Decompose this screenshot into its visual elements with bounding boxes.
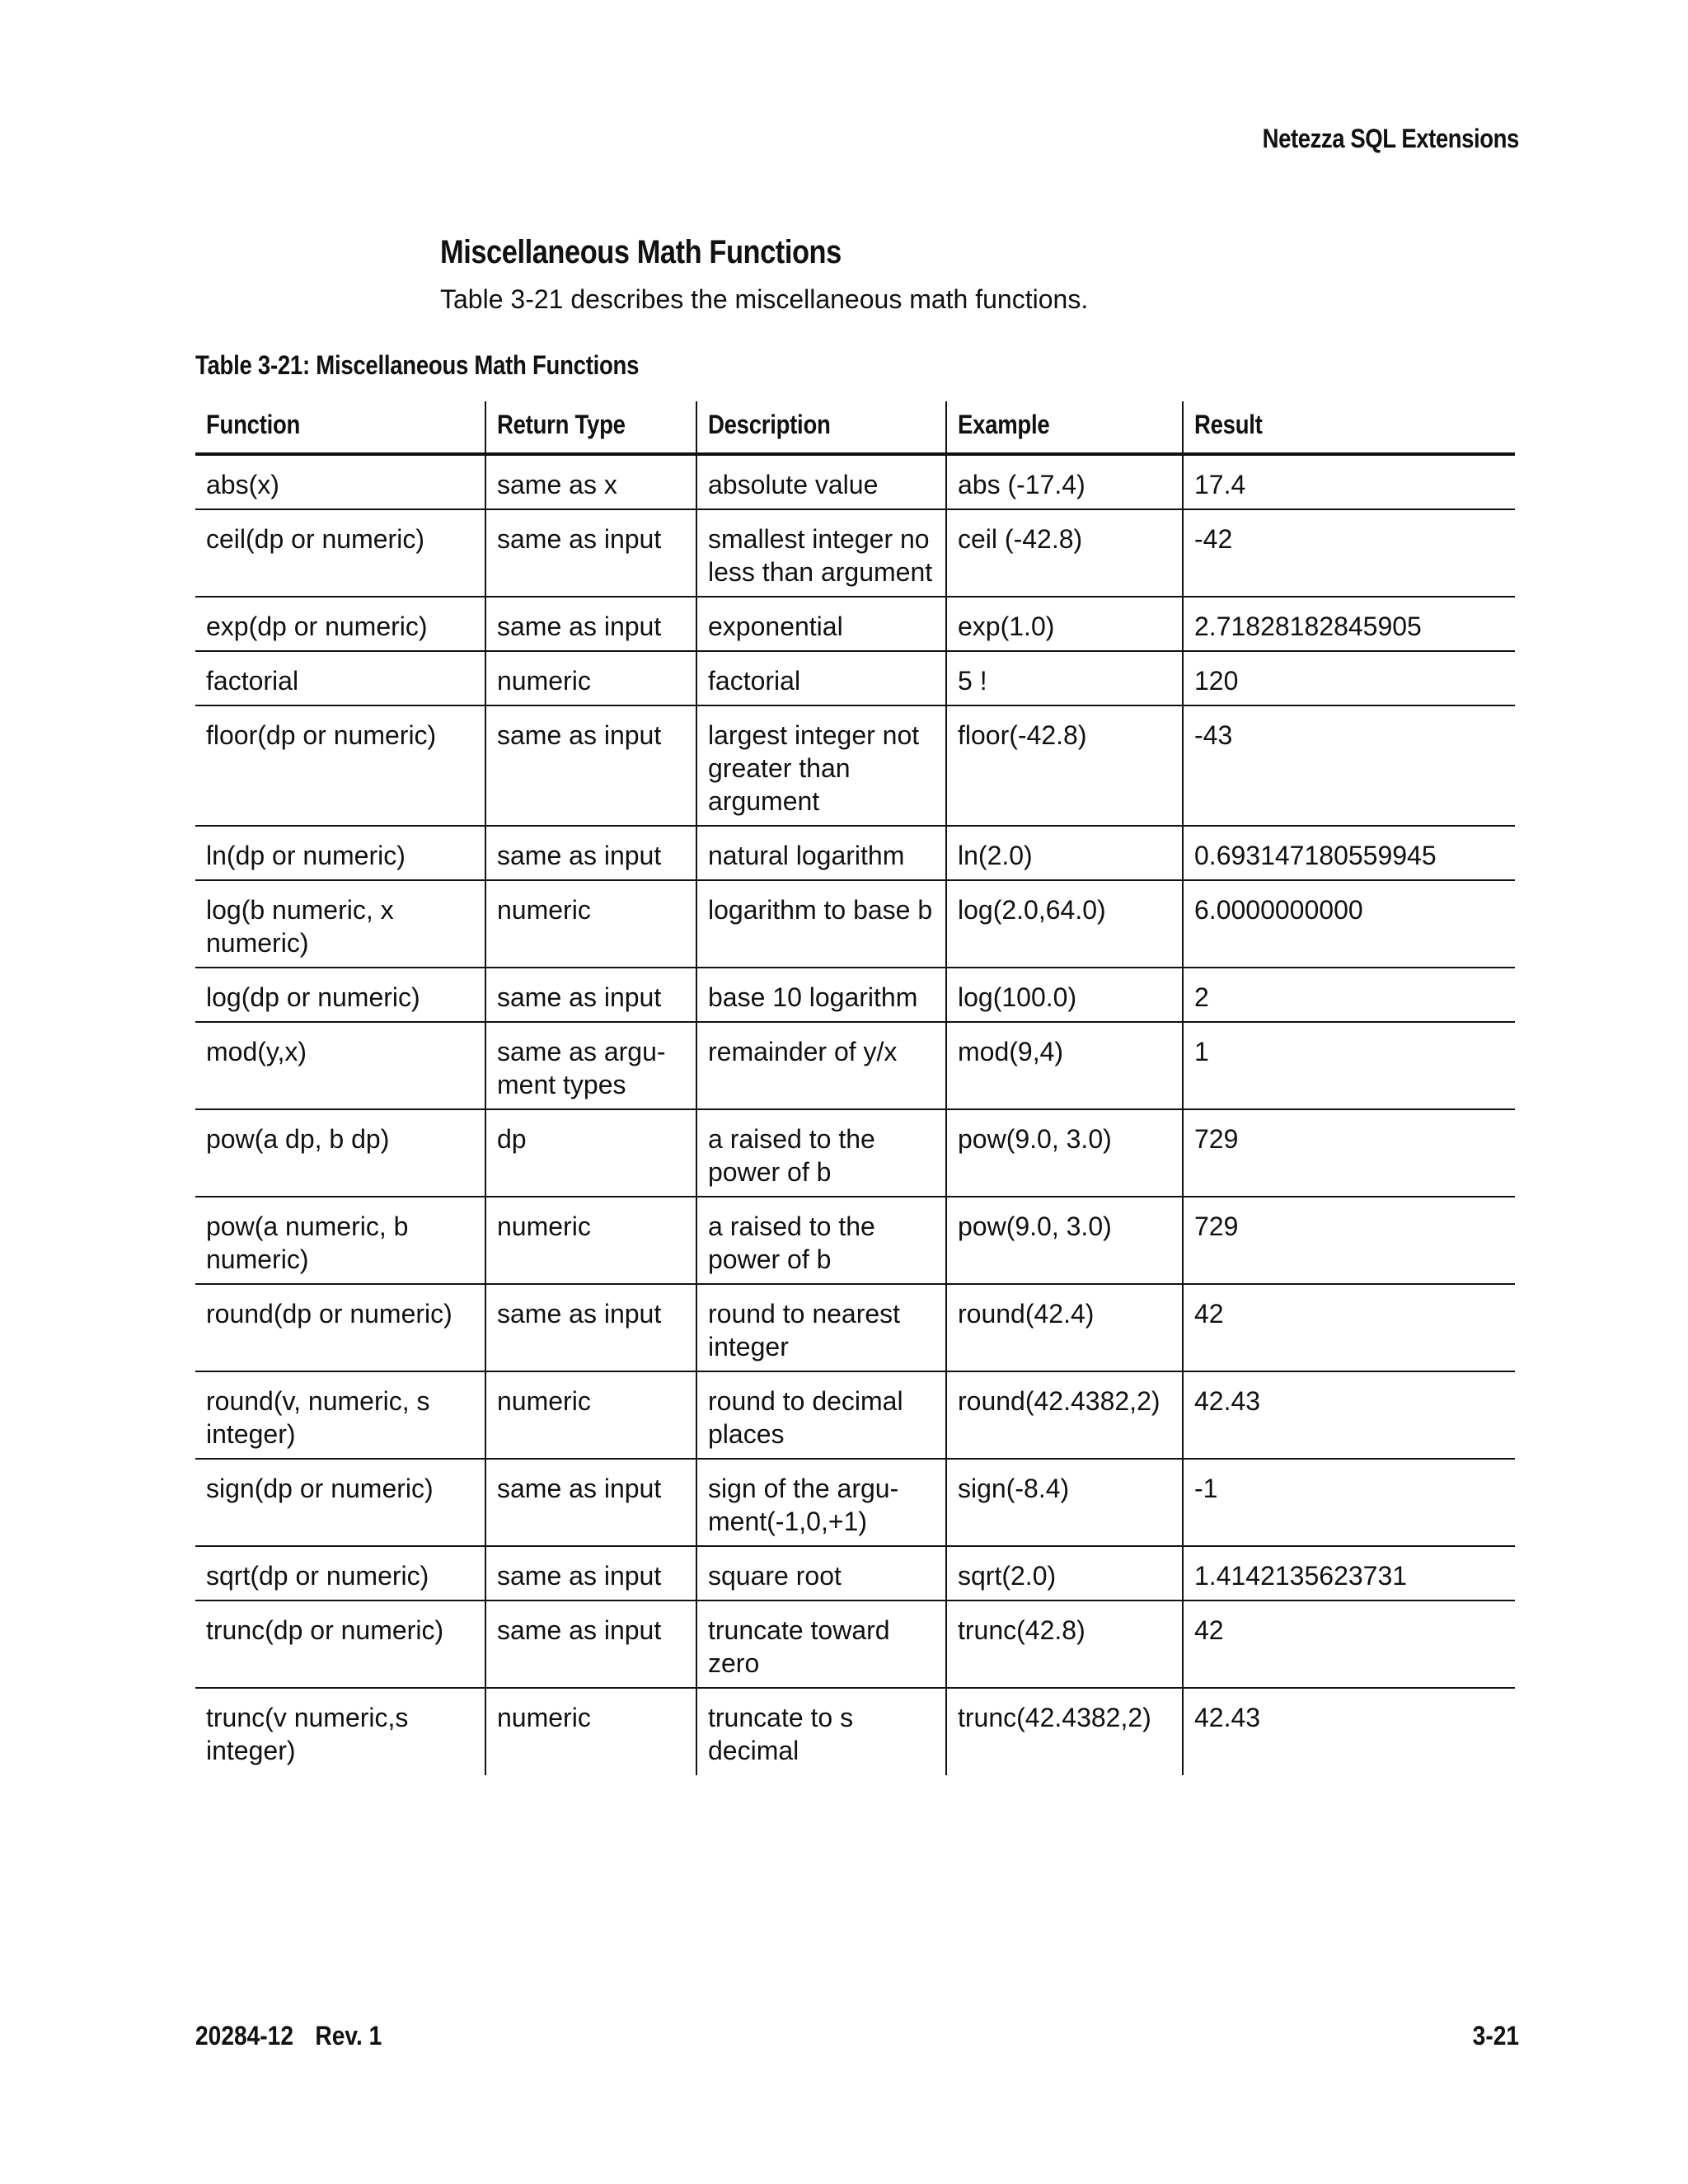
- cell-result: 2.71828182845905: [1183, 597, 1515, 651]
- cell-result: 6.0000000000: [1183, 880, 1515, 968]
- cell-example: log(100.0): [946, 968, 1183, 1022]
- intro-paragraph: Table 3-21 describes the miscellaneous math functions.: [440, 284, 1089, 314]
- revision: Rev. 1: [315, 2021, 382, 2050]
- cell-function: trunc(v numeric,s integer): [206, 1703, 409, 1765]
- table-row: [195, 509, 1515, 597]
- cell-function: round(dp or numeric): [206, 1299, 452, 1329]
- cell-description: a raised to the power of b: [696, 1197, 946, 1284]
- cell-description: sign of the argu-ment(-1,0,+1): [696, 1459, 946, 1546]
- cell-result: -43: [1183, 705, 1515, 826]
- cell-function: ln(dp or numeric): [206, 841, 406, 870]
- column-header-example: Example: [946, 401, 1183, 454]
- table-row: [195, 454, 1515, 509]
- cell-result: -1: [1183, 1459, 1515, 1546]
- cell-return-type: same as input: [485, 826, 696, 880]
- cell-example: ceil (-42.8): [946, 509, 1183, 597]
- table-row: [195, 597, 1515, 651]
- cell-description: remainder of y/x: [696, 1022, 946, 1109]
- table-row: [195, 1371, 1515, 1459]
- cell-result: 42: [1183, 1601, 1515, 1688]
- cell-description: a raised to the power of b: [696, 1109, 946, 1197]
- cell-example: ln(2.0): [946, 826, 1183, 880]
- math-functions-table: [195, 401, 1515, 1775]
- cell-function: exp(dp or numeric): [206, 612, 428, 641]
- cell-function: log(b numeric, x numeric): [206, 895, 394, 958]
- cell-example: pow(9.0, 3.0): [946, 1109, 1183, 1197]
- cell-function: floor(dp or numeric): [206, 720, 437, 750]
- cell-description: absolute value: [696, 454, 946, 509]
- cell-example: pow(9.0, 3.0): [946, 1197, 1183, 1284]
- cell-result: 1: [1183, 1022, 1515, 1109]
- cell-result: 42.43: [1183, 1688, 1515, 1775]
- cell-return-type: numeric: [485, 651, 696, 705]
- cell-function: pow(a numeric, b numeric): [206, 1212, 409, 1274]
- column-header-result: Result: [1183, 401, 1515, 454]
- cell-example: 5 !: [946, 651, 1183, 705]
- cell-description: factorial: [696, 651, 946, 705]
- cell-return-type: same as input: [485, 509, 696, 597]
- cell-function: mod(y,x): [206, 1037, 307, 1066]
- doc-number: 20284-12: [195, 2021, 294, 2050]
- page-number: 3-21: [1472, 2021, 1519, 2050]
- cell-description: truncate toward zero: [696, 1601, 946, 1688]
- running-head: Netezza SQL Extensions: [1262, 124, 1519, 153]
- cell-return-type: numeric: [485, 1197, 696, 1284]
- cell-result: 120: [1183, 651, 1515, 705]
- cell-return-type: same as input: [485, 968, 696, 1022]
- cell-function: trunc(dp or numeric): [206, 1615, 444, 1645]
- cell-example: floor(-42.8): [946, 705, 1183, 826]
- cell-description: round to nearest integer: [696, 1284, 946, 1371]
- cell-description: natural logarithm: [696, 826, 946, 880]
- table-row: [195, 651, 1515, 705]
- cell-return-type: numeric: [485, 1371, 696, 1459]
- cell-return-type: same as input: [485, 1459, 696, 1546]
- cell-example: sqrt(2.0): [946, 1546, 1183, 1601]
- cell-description: truncate to s decimal: [696, 1688, 946, 1775]
- cell-description: smallest integer no less than argument: [696, 509, 946, 597]
- cell-function: pow(a dp, b dp): [206, 1124, 390, 1154]
- column-header-description: Description: [696, 401, 946, 454]
- cell-return-type: same as input: [485, 1284, 696, 1371]
- cell-return-type: numeric: [485, 880, 696, 968]
- table-caption: Table 3-21: Miscellaneous Math Functions: [195, 350, 640, 380]
- cell-description: largest integer not greater than argument: [696, 705, 946, 826]
- cell-return-type: same as input: [485, 1601, 696, 1688]
- cell-result: 17.4: [1183, 454, 1515, 509]
- cell-function: factorial: [206, 666, 299, 696]
- cell-description: base 10 logarithm: [696, 968, 946, 1022]
- cell-result: -42: [1183, 509, 1515, 597]
- table-row: [195, 1601, 1515, 1688]
- cell-example: trunc(42.4382,2): [946, 1688, 1183, 1775]
- cell-example: abs (-17.4): [946, 454, 1183, 509]
- table-row: [195, 705, 1515, 826]
- cell-result: 729: [1183, 1197, 1515, 1284]
- cell-return-type: numeric: [485, 1688, 696, 1775]
- cell-function: round(v, numeric, s integer): [206, 1386, 430, 1449]
- cell-function: ceil(dp or numeric): [206, 524, 424, 554]
- cell-description: exponential: [696, 597, 946, 651]
- cell-description: square root: [696, 1546, 946, 1601]
- cell-result: 42.43: [1183, 1371, 1515, 1459]
- table-row: [195, 880, 1515, 968]
- cell-example: round(42.4382,2): [946, 1371, 1183, 1459]
- cell-function: sqrt(dp or numeric): [206, 1561, 429, 1591]
- cell-return-type: same as input: [485, 705, 696, 826]
- cell-example: round(42.4): [946, 1284, 1183, 1371]
- cell-function: log(dp or numeric): [206, 982, 420, 1012]
- cell-example: mod(9,4): [946, 1022, 1183, 1109]
- table-row: [195, 1197, 1515, 1284]
- cell-function: sign(dp or numeric): [206, 1474, 434, 1503]
- cell-return-type: same as input: [485, 1546, 696, 1601]
- table-row: [195, 1284, 1515, 1371]
- cell-result: 42: [1183, 1284, 1515, 1371]
- cell-function: abs(x): [206, 470, 279, 499]
- table-row: [195, 1109, 1515, 1197]
- table-row: [195, 1546, 1515, 1601]
- table-row: [195, 968, 1515, 1022]
- cell-example: sign(-8.4): [946, 1459, 1183, 1546]
- column-header-function: Function: [195, 401, 485, 454]
- cell-return-type: same as argu-ment types: [485, 1022, 696, 1109]
- cell-description: logarithm to base b: [696, 880, 946, 968]
- cell-example: log(2.0,64.0): [946, 880, 1183, 968]
- table-header-row: [195, 401, 1515, 454]
- cell-return-type: same as x: [485, 454, 696, 509]
- cell-return-type: dp: [485, 1109, 696, 1197]
- column-header-return-type: Return Type: [485, 401, 696, 454]
- section-title: Miscellaneous Math Functions: [440, 234, 842, 270]
- cell-return-type: same as input: [485, 597, 696, 651]
- cell-description: round to decimal places: [696, 1371, 946, 1459]
- cell-example: exp(1.0): [946, 597, 1183, 651]
- cell-example: trunc(42.8): [946, 1601, 1183, 1688]
- cell-result: 0.693147180559945: [1183, 826, 1515, 880]
- cell-result: 1.4142135623731: [1183, 1546, 1515, 1601]
- table-row: [195, 1459, 1515, 1546]
- cell-result: 2: [1183, 968, 1515, 1022]
- cell-result: 729: [1183, 1109, 1515, 1197]
- table-row: [195, 1688, 1515, 1775]
- table-row: [195, 826, 1515, 880]
- table-row: [195, 1022, 1515, 1109]
- footer-doc-info: [195, 2021, 382, 2051]
